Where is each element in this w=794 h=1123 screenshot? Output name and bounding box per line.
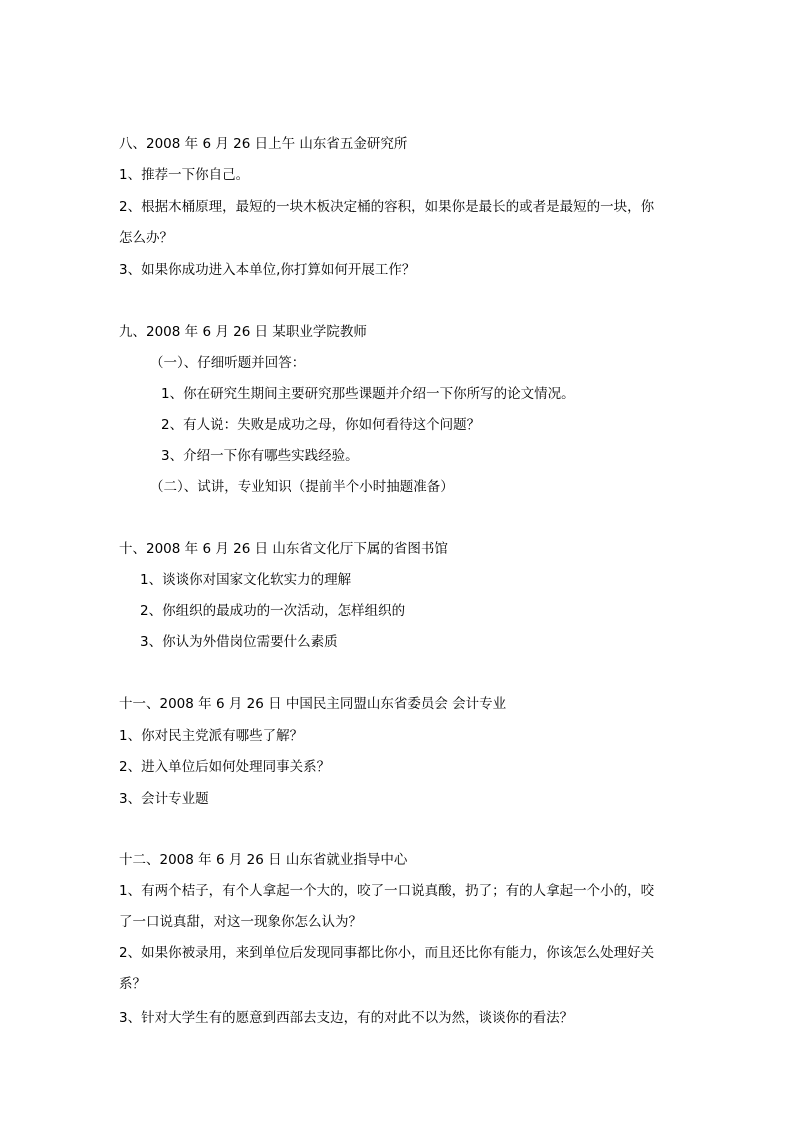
question-line: 1、有两个桔子，有个人拿起一个大的，咬了一口说真酸，扔了；有的人拿起一个小的，咬 [119, 883, 655, 899]
question-line: 2、如果你被录用，来到单位后发现同事都比你小，而且还比你有能力，你该怎么处理好关 [119, 945, 655, 961]
section-heading-11: 十一、2008 年 6 月 26 日 中国民主同盟山东省委员会 会计专业 [119, 696, 507, 712]
question-line: 2、有人说：失败是成功之母，你如何看待这个问题？ [161, 417, 481, 433]
question-line: 3、你认为外借岗位需要什么素质 [140, 634, 338, 650]
section-heading-8: 八、2008 年 6 月 26 日上午 山东省五金研究所 [119, 136, 408, 152]
subsection-heading: （一）、仔细听题并回答： [150, 355, 306, 371]
subsection-heading: （二）、试讲，专业知识（提前半个小时抽题准备） [150, 479, 454, 495]
question-line: 2、根据木桶原理，最短的一块木板决定桶的容积，如果你是最长的或者是最短的一块，你 [119, 199, 655, 215]
question-line: 2、你组织的最成功的一次活动，怎样组织的 [140, 603, 406, 619]
question-line: 3、针对大学生有的愿意到西部去支边，有的对此不以为然，谈谈你的看法？ [119, 1010, 574, 1026]
question-line: 1、推荐一下你自己。 [119, 167, 250, 183]
question-line: 3、会计专业题 [119, 791, 209, 807]
section-heading-9: 九、2008 年 6 月 26 日 某职业学院教师 [119, 324, 367, 340]
section-heading-10: 十、2008 年 6 月 26 日 山东省文化厅下属的省图书馆 [119, 541, 448, 557]
question-line-continued: 系？ [119, 976, 146, 992]
section-heading-12: 十二、2008 年 6 月 26 日 山东省就业指导中心 [119, 852, 408, 868]
question-line: 2、进入单位后如何处理同事关系？ [119, 759, 331, 775]
question-line: 3、如果你成功进入本单位,你打算如何开展工作？ [119, 262, 416, 278]
question-line: 1、你在研究生期间主要研究那些课题并介绍一下你所写的论文情况。 [161, 386, 575, 402]
question-line-continued: 怎么办？ [119, 230, 173, 246]
question-line: 1、你对民主党派有哪些了解？ [119, 728, 304, 744]
question-line: 3、介绍一下你有哪些实践经验。 [161, 448, 359, 464]
question-line: 1、谈谈你对国家文化软实力的理解 [140, 572, 352, 588]
question-line-continued: 了一口说真甜，对这一现象你怎么认为？ [119, 914, 362, 930]
